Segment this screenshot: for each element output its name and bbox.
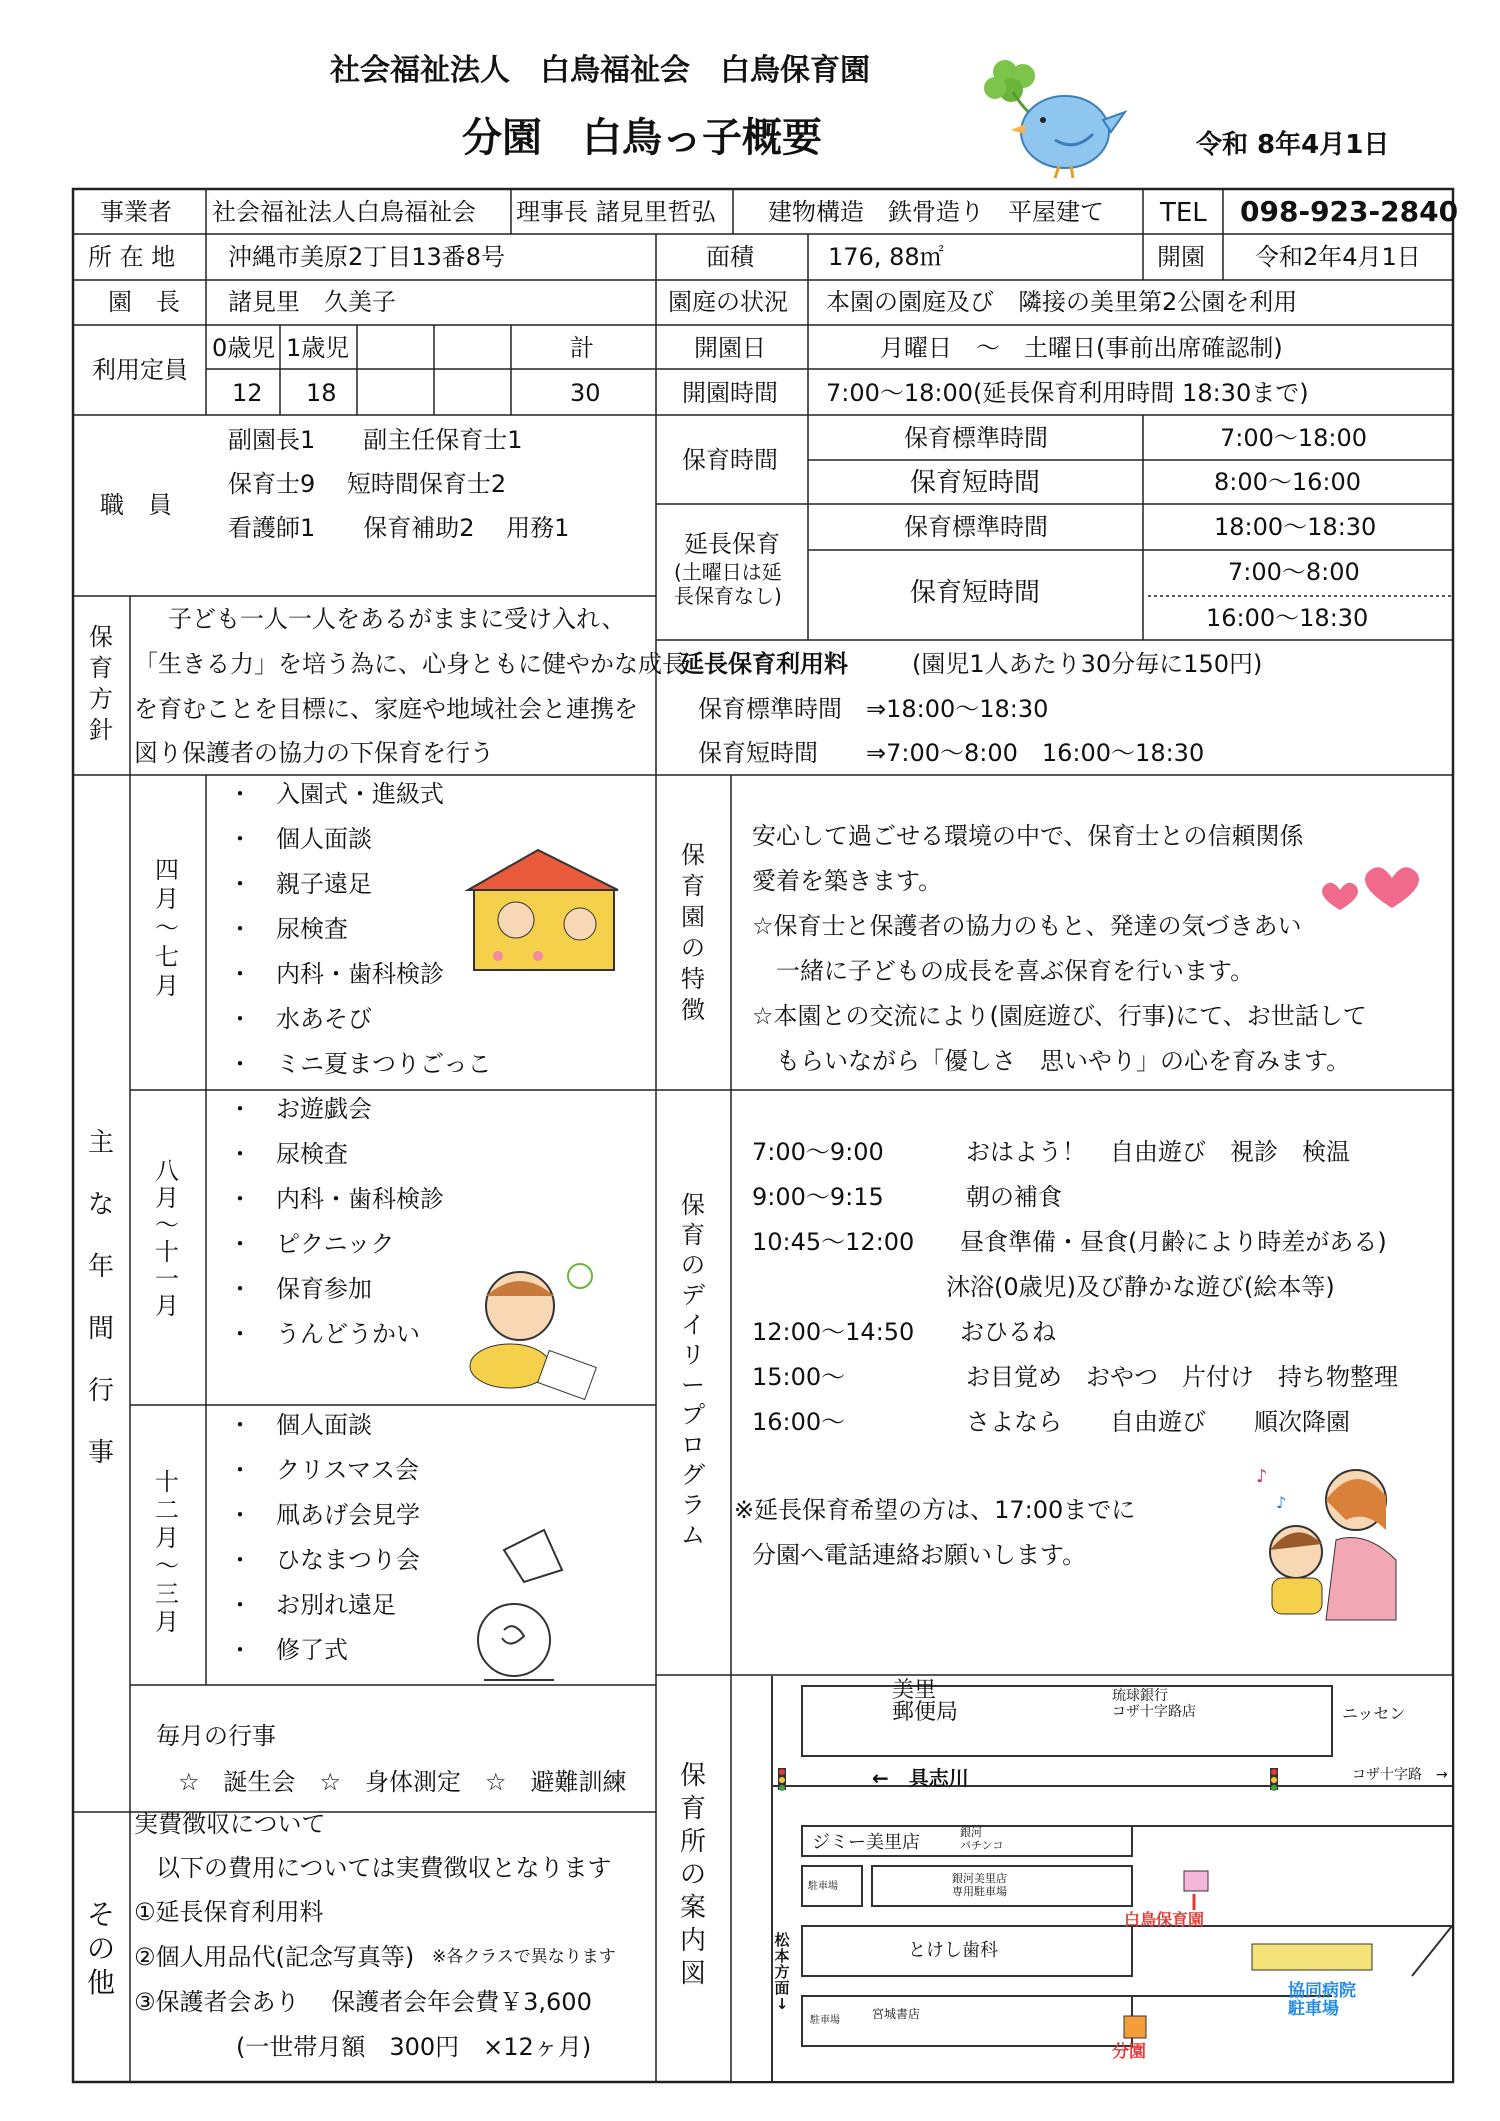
other-intro: 以下の費用については実費徴収となります [156, 1854, 612, 1882]
nursery-building [1184, 1871, 1208, 1891]
term1-item: ・ 個人面談 [228, 825, 372, 853]
other-item-1: ①延長保育利用料 [134, 1898, 324, 1926]
term2-item: ・ うんどうかい [228, 1320, 420, 1348]
opened-label: 開園 [1157, 243, 1205, 271]
daily-text: 沐浴(0歳児)及び静かな遊び(絵本等) [946, 1273, 1335, 1301]
features-line-1: 安心して過ごせる環境の中で、保育士との信頼関係 [752, 822, 1304, 850]
std-hours-label: 保育標準時間 [904, 424, 1048, 452]
ext-fee-note: (園児1人あたり30分毎に150円) [912, 650, 1263, 678]
term2-item: ・ お遊戯会 [228, 1095, 372, 1123]
monthly-events-title: 毎月の行事 [156, 1722, 276, 1750]
cap-val-total: 30 [570, 379, 601, 407]
traffic-light-icon [778, 1768, 786, 1791]
term1-item: ・ 入園式・進級式 [228, 780, 444, 808]
address-label: 所 在 地 [88, 243, 176, 271]
daily-text: 昼食準備・昼食(月齢により時差がある) [960, 1228, 1387, 1256]
garden-value: 本園の園庭及び 隣接の美里第2公園を利用 [826, 288, 1298, 316]
ext-fee-line-1: 保育標準時間 ⇒18:00～18:30 [698, 695, 1049, 723]
map-matsumoto: 松本方面↓ [774, 1931, 790, 2013]
features-line-6: もらいながら「優しさ 思いやり」の心を育みます。 [752, 1047, 1351, 1075]
term3-item: ・ 個人面談 [228, 1411, 372, 1439]
daily-text: お目覚め おやつ 片付け 持ち物整理 [966, 1363, 1398, 1391]
ext-fee-line-2: 保育短時間 ⇒7:00～8:00 16:00～18:30 [698, 739, 1205, 767]
other-title: 実費徴収について [134, 1810, 326, 1838]
garden-label: 園庭の状況 [668, 288, 788, 316]
monthly-events: ☆ 誕生会 ☆ 身体測定 ☆ 避難訓練 [178, 1768, 627, 1796]
policy-line-3: を育むことを目標に、家庭や地域社会と連携を [134, 695, 638, 723]
map-miyagi: 宮城書店 [872, 2007, 921, 2021]
page-title: 分園 白鳥っ子概要 [462, 115, 822, 161]
map-roads [732, 1676, 1452, 2081]
term2-item: ・ 内科・歯科検診 [228, 1185, 444, 1213]
tel-value[interactable]: 098-923-2840 [1240, 195, 1459, 228]
features-line-3: ☆保育士と保護者の協力のもと、発達の気づきあい [752, 912, 1302, 940]
term3-item: ・ お別れ遠足 [228, 1591, 396, 1619]
map-parking-2: 銀河美里店 専用駐車場 [952, 1872, 1007, 1898]
daily-note-2: 分園へ電話連絡お願いします。 [752, 1541, 1087, 1569]
ext-fee-title: 延長保育利用料 [680, 650, 848, 678]
cap-val-1: 18 [306, 379, 337, 407]
area-label: 面積 [706, 243, 754, 271]
daily-time: 12:00～14:50 [752, 1318, 915, 1346]
term3-label: 十二月～三月 [155, 1468, 179, 1636]
svg-text:♪: ♪ [1276, 1493, 1287, 1512]
term1-item: ・ 内科・歯科検診 [228, 960, 444, 988]
term2-item: ・ 尿検査 [228, 1140, 348, 1168]
map-koza: コザ十字路 → [1352, 1767, 1448, 1783]
director-value: 諸見里 久美子 [228, 288, 396, 316]
ext-short-value-b: 16:00～18:30 [1206, 604, 1369, 632]
open-days-label: 開園日 [694, 334, 766, 362]
map-nursery: 白鳥保育園 [1124, 1910, 1205, 1929]
features-label: 保育園の特徴 [681, 841, 705, 1024]
map-post-office: 美里 郵便局 [892, 1678, 959, 1725]
term3-item: ・ クリスマス会 [228, 1456, 420, 1484]
hospital-parking-block [1252, 1944, 1372, 1970]
cap-head-1: 1歳児 [286, 334, 350, 362]
address-value: 沖縄市美原2丁目13番8号 [228, 243, 506, 271]
map-branch: 分園 [1112, 2042, 1146, 2062]
term3-item: ・ ひなまつり会 [228, 1546, 420, 1574]
daily-text: おはよう！ 自由遊び 視診 検温 [966, 1138, 1350, 1166]
term1-item: ・ 親子遠足 [228, 870, 372, 898]
map-jimmy: ジミー美里店 [812, 1832, 920, 1853]
daily-label: 保育のデイリープログラム [681, 1191, 705, 1549]
chair-value: 理事長 諸見里哲弘 [516, 198, 716, 226]
operator-value: 社会福祉法人白鳥福祉会 [212, 198, 476, 226]
director-label: 園 長 [108, 288, 180, 316]
map-bank: 琉球銀行 コザ十字路店 [1112, 1688, 1196, 1720]
daily-text: おひるね [960, 1318, 1056, 1346]
term2-item: ・ ピクニック [228, 1230, 395, 1258]
term1-item: ・ ミニ夏まつりごっこ [228, 1050, 492, 1078]
staff-label: 職 員 [100, 491, 172, 519]
daily-text: 朝の補食 [966, 1183, 1062, 1211]
daily-time: 15:00～ [752, 1363, 846, 1391]
issue-date: 令和 8年4月1日 [1196, 130, 1390, 160]
map-hospital: 協同病院 駐車場 [1288, 1981, 1356, 2019]
short-hours-label: 保育短時間 [910, 468, 1041, 498]
features-line-5: ☆本園との交流により(園庭遊び、行事)にて、お世話して [752, 1002, 1367, 1030]
operator-label: 事業者 [100, 198, 172, 226]
features-line-2: 愛着を築きます。 [752, 867, 943, 895]
events-label: 主な年間行事 [87, 1128, 114, 1468]
structure-value: 建物構造 鉄骨造り 平屋建て [768, 198, 1104, 226]
policy-line-2: 「生きる力」を培う為に、心身ともに健やかな成長 [134, 650, 686, 678]
term3-item: ・ 修了式 [228, 1636, 348, 1664]
term2-label: 八月～十一月 [155, 1157, 179, 1320]
cap-head-0: 0歳児 [212, 334, 276, 362]
traffic-light-icon [1270, 1768, 1278, 1791]
access-map [732, 1676, 1452, 2081]
ext-std-label: 保育標準時間 [904, 513, 1048, 541]
open-days-value: 月曜日 ～ 土曜日(事前出席確認制) [880, 334, 1283, 362]
daily-time: 10:45～12:00 [752, 1228, 915, 1256]
daily-text: さよなら 自由遊び 順次降園 [966, 1408, 1350, 1436]
open-hours-label: 開園時間 [682, 379, 778, 407]
map-parking-1: 駐車場 [808, 1881, 838, 1892]
policy-label: 保育方針 [89, 623, 113, 744]
map-nissen: ニッセン [1342, 1704, 1406, 1723]
ext-short-value-a: 7:00～8:00 [1228, 558, 1360, 586]
staff-line-2: 保育士9 短時間保育士2 [228, 470, 507, 498]
ext-std-value: 18:00～18:30 [1214, 513, 1377, 541]
opened-value: 令和2年4月1日 [1255, 243, 1421, 271]
other-item-3: ③保護者会あり 保護者会年会費￥3,600 [134, 1988, 592, 2016]
daily-time: 7:00～9:00 [752, 1138, 884, 1166]
org-name: 社会福祉法人 白鳥福祉会 白鳥保育園 [330, 53, 870, 88]
care-hours-label: 保育時間 [682, 446, 778, 474]
term1-item: ・ 水あそび [228, 1005, 372, 1033]
features-line-4: 一緒に子どもの成長を喜ぶ保育を行います。 [752, 957, 1255, 985]
term2-item: ・ 保育参加 [228, 1275, 372, 1303]
ext-short-label: 保育短時間 [910, 578, 1041, 608]
ext-care-note-2: 長保育なし) [674, 584, 782, 608]
other-item-2: ②個人用品代(記念写真等) [134, 1943, 415, 1971]
other-label: その他 [86, 1898, 115, 1999]
area-value: 176, 88㎡ [828, 243, 944, 271]
svg-text:♪: ♪ [1256, 1466, 1268, 1487]
term1-item: ・ 尿検査 [228, 915, 348, 943]
map-parking-3: 駐車場 [810, 2015, 840, 2026]
branch-building [1124, 2016, 1146, 2038]
policy-line-4: 図り保護者の協力の下保育を行う [134, 739, 494, 767]
ext-care-label: 延長保育 [684, 530, 780, 558]
open-hours-value: 7:00～18:00(延長保育利用時間 18:30まで) [826, 379, 1309, 407]
ext-care-note-1: (土曜日は延 [674, 560, 782, 584]
other-item-3-sub: (一世帯月額 300円 ×12ヶ月) [236, 2033, 592, 2061]
cap-head-total: 計 [570, 334, 594, 362]
std-hours-value: 7:00～18:00 [1220, 424, 1368, 452]
term1-label: 四月～七月 [155, 856, 179, 1000]
short-hours-value: 8:00～16:00 [1214, 468, 1362, 496]
staff-line-1: 副園長1 副主任保育士1 [228, 426, 523, 454]
daily-time: 9:00～9:15 [752, 1183, 884, 1211]
daily-note-1: ※延長保育希望の方は、17:00までに [734, 1496, 1136, 1524]
other-item-2-note: ※各クラスで異なります [432, 1947, 616, 1967]
staff-line-3: 看護師1 保育補助2 用務1 [228, 514, 570, 542]
map-label: 保育所の案内図 [679, 1761, 706, 1989]
map-pachinko: 銀河 パチンコ [960, 1826, 1004, 1852]
map-dental: とけし歯科 [908, 1940, 998, 1961]
daily-time: 16:00～ [752, 1408, 846, 1436]
term3-item: ・ 凧あげ会見学 [228, 1501, 420, 1529]
policy-line-1: 子ども一人一人をあるがままに受け入れ、 [168, 605, 626, 633]
capacity-label: 利用定員 [92, 356, 188, 384]
cap-val-0: 12 [232, 379, 263, 407]
map-river: ← 具志川 [872, 1766, 969, 1790]
tel-label: TEL [1160, 198, 1207, 228]
